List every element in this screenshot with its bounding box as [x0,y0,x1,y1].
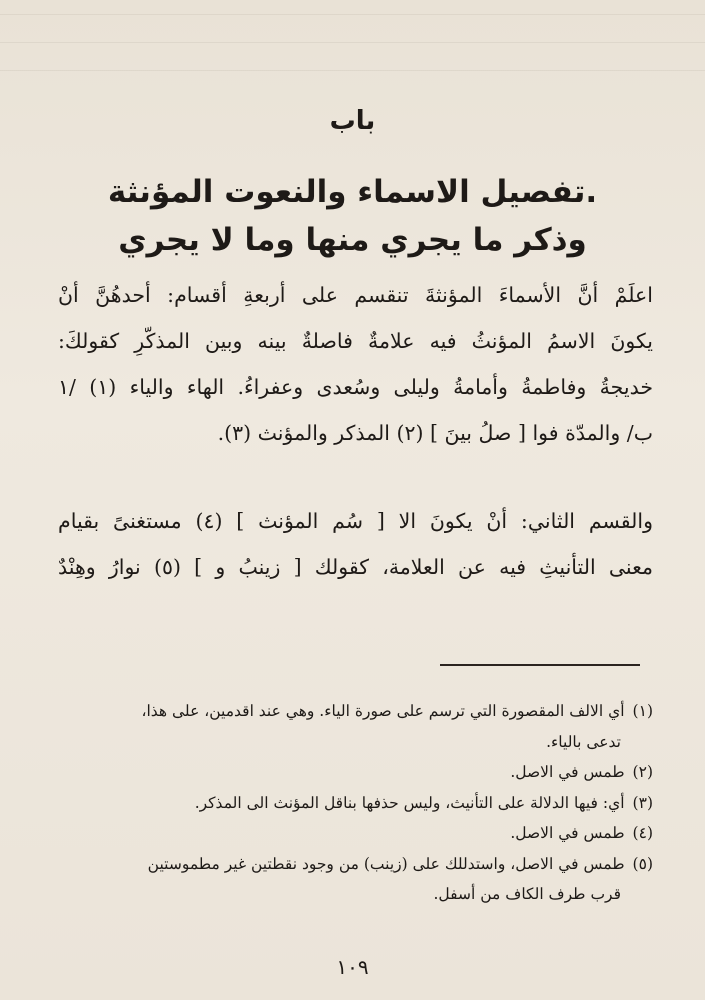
paragraph-line: خديجةُ وفاطمةُ وأمامةُ وليلى وسُعدى وعفراءُ. الهاء والياء (١) /١ [58,375,654,399]
paragraph-line: يكونَ الاسمُ المؤنثُ فيه علامةٌ فاصلةٌ بينه وبين المذكّرِ كقولكَ: [58,329,654,353]
footnote-number: (١) [632,702,653,720]
footnote-text: طمس في الاصل. [510,824,625,842]
footnotes [58,696,653,910]
paragraph-1 [58,272,653,456]
paragraph-line: والقسم الثاني: أنْ يكونَ الا [ سُم المؤنث ] (٤) مستغنىً بقيام [58,509,653,533]
footnote-number: (٣) [632,793,653,812]
chapter-title-line-1: .تفصيل الاسماء والنعوت المؤنثة [107,174,598,210]
footnote-text: أي الالف المقصورة التي ترسم على صورة الياء. وهي عند اقدمين، على هذا، [141,702,625,720]
footnote-2 [58,757,653,788]
footnote-separator [440,664,640,666]
footnote-number: (٤) [632,824,653,842]
page-number: ١٠٩ [336,955,369,979]
show-through-text [0,0,705,90]
footnote-1 [58,696,653,727]
paragraph-line: اعلَمْ أنَّ الأسماءَ المؤنثةَ تنقسم على أربعةِ أقسام: أحدهُنَّ أنْ [58,283,653,307]
footnote-number: (٢) [632,763,653,781]
chapter-label: باب [329,106,376,136]
chapter-title-line-2: وذكر ما يجري منها وما لا يجري [118,222,587,258]
footnote-continuation: تدعى بالياء. [546,732,621,751]
paragraph-line: معنى التأنيثِ فيه عن العلامة، كقولك [ زينبُ و ] (٥) نوارُ وهِنْدٌ [58,555,653,579]
footnote-continuation: قرب طرف الكاف من أسفل. [433,885,621,903]
footnote-text: أي: فيها الدلالة على التأنيث، وليس حذفها بناقل المؤنث الى المذكر. [194,793,625,812]
footnote-3 [58,788,653,819]
footnote-4 [58,818,653,849]
footnote-number: (٥) [632,854,653,873]
footnote-text: طمس في الاصل. [510,763,625,781]
footnote-text: طمس في الاصل، واستدللك على (زينب) من وجود نقطتين غير مطموستين [147,854,625,873]
paragraph-line: ب/ والمدّة فوا [ صلُ بينَ ] (٢) المذكر والمؤنث (٣). [217,421,653,445]
footnote-5 [58,849,653,880]
paragraph-2 [58,498,653,590]
